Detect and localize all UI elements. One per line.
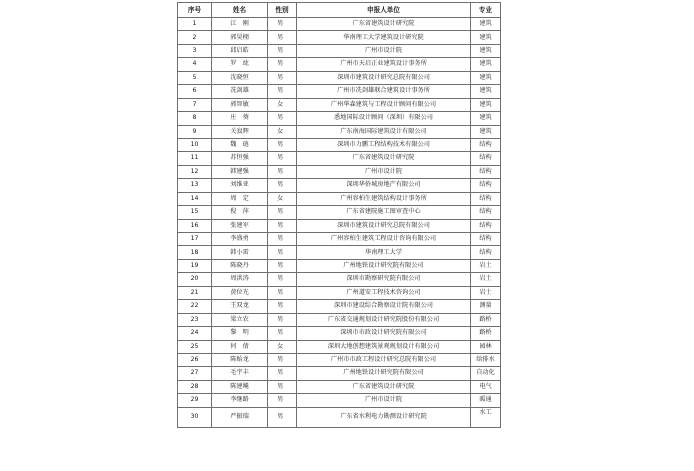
applicant-sex: 男 [268,286,297,299]
applicant-major: 路桥 [471,327,501,340]
applicant-sex: 女 [268,340,297,353]
row-number: 11 [178,152,212,165]
applicant-unit: 广东省交通规划设计研究院股份有限公司 [297,313,471,326]
table-row [178,58,501,71]
applicant-unit: 广东省水利电力勘测设计研究院 [297,407,471,427]
row-number: 20 [178,273,212,286]
applicant-unit: 深圳市力鹏工程结构技术有限公司 [297,138,471,151]
applicant-name: 黎 明 [212,327,268,340]
applicant-name: 张建军 [212,219,268,232]
applicant-unit: 广州地铁设计研究院有限公司 [297,367,471,380]
row-number: 25 [178,340,212,353]
header-unit: 申报人单位 [297,3,471,18]
roster-sheet [177,2,500,465]
applicant-unit: 深圳华侨城房地产有限公司 [297,179,471,192]
applicant-major: 建筑 [471,44,501,57]
applicant-unit: 深圳市市政设计研究院有限公司 [297,327,471,340]
applicant-major: 岩土 [471,273,501,286]
applicant-sex: 男 [268,313,297,326]
applicant-unit: 华南理工大学 [297,246,471,259]
row-number: 24 [178,327,212,340]
row-number: 16 [178,219,212,232]
table-row [178,44,501,57]
applicant-name: 李盛勇 [212,233,268,246]
applicant-unit: 广东南海国际建筑设计有限公司 [297,125,471,138]
row-number: 7 [178,98,212,111]
applicant-major: 建筑 [471,85,501,98]
row-number: 21 [178,286,212,299]
row-number: 26 [178,353,212,366]
row-number: 29 [178,394,212,407]
row-number: 15 [178,206,212,219]
applicant-sex: 男 [268,206,297,219]
applicant-unit: 广东省建筑设计研究院 [297,380,471,393]
applicant-major: 园林 [471,340,501,353]
header-major: 专业 [471,3,501,18]
applicant-major: 建筑 [471,31,501,44]
row-number: 12 [178,165,212,178]
applicant-name: 冼剑雄 [212,85,268,98]
applicant-sex: 女 [268,125,297,138]
applicant-sex: 男 [268,85,297,98]
applicant-name: 关寂辉 [212,125,268,138]
row-number: 18 [178,246,212,259]
table-row [178,18,501,31]
table-row [178,192,501,205]
applicant-major: 结构 [471,152,501,165]
applicant-name: 魏 琏 [212,138,268,151]
applicant-major: 结构 [471,138,501,151]
table-row [178,152,501,165]
applicant-sex: 男 [268,233,297,246]
applicant-name: 江 刚 [212,18,268,31]
applicant-major: 路桥 [471,313,501,326]
applicant-major: 岩土 [471,286,501,299]
table-row [178,85,501,98]
table-row [178,206,501,219]
applicant-unit: 广州地铁设计研究院有限公司 [297,259,471,272]
applicant-unit: 广东省建筑设计研究院 [297,152,471,165]
applicant-major: 结构 [471,246,501,259]
applicant-unit: 深圳市建筑设计研究总院有限公司 [297,219,471,232]
table-row [178,394,501,407]
applicant-major: 结构 [471,219,501,232]
table-row [178,233,501,246]
applicant-name: 刘维亚 [212,179,268,192]
table-row [178,246,501,259]
applicant-name: 庄 葵 [212,112,268,125]
table-row [178,300,501,313]
header-sex: 性别 [268,3,297,18]
applicant-name: 罗 竑 [212,58,268,71]
applicant-sex: 男 [268,259,297,272]
row-number: 23 [178,313,212,326]
applicant-sex: 男 [268,273,297,286]
header-no: 序号 [178,3,212,18]
applicant-major: 建筑 [471,125,501,138]
applicant-unit: 广东省建筑设计研究院 [297,18,471,31]
applicant-unit: 华南理工大学建筑设计研究院 [297,31,471,44]
applicant-name: 韩建强 [212,165,268,178]
applicant-major: 结构 [471,179,501,192]
table-row [178,31,501,44]
applicant-name: 韩小雷 [212,246,268,259]
applicant-name: 周 定 [212,192,268,205]
applicant-unit: 深圳市勘察研究院有限公司 [297,273,471,286]
table-header-row [178,3,501,18]
row-number: 22 [178,300,212,313]
applicant-unit: 广州容柏生建筑结构设计事务所 [297,192,471,205]
applicant-sex: 男 [268,138,297,151]
applicant-name: 郭昊栩 [212,31,268,44]
applicant-major: 结构 [471,192,501,205]
applicant-sex: 男 [268,152,297,165]
applicant-unit: 广州市设计院 [297,44,471,57]
applicant-major: 建筑 [471,58,501,71]
applicant-unit: 深圳市建设综合勘察设计院有限公司 [297,300,471,313]
applicant-name: 周洪涛 [212,273,268,286]
row-number: 5 [178,71,212,84]
applicant-sex: 男 [268,353,297,366]
applicant-unit: 悉地国际设计顾问（深圳）有限公司 [297,112,471,125]
applicant-major: 测量 [471,300,501,313]
table-body [178,18,501,428]
row-number: 30 [178,407,212,427]
applicant-name: 梁立农 [212,313,268,326]
applicant-sex: 男 [268,394,297,407]
applicant-sex: 男 [268,112,297,125]
table-row [178,273,501,286]
row-number: 17 [178,233,212,246]
applicant-sex: 男 [268,31,297,44]
applicant-sex: 男 [268,367,297,380]
applicant-unit: 广州市市政工程设计研究总院有限公司 [297,353,471,366]
applicant-sex: 男 [268,165,297,178]
applicant-name: 倪 萍 [212,206,268,219]
applicant-name: 邱启皓 [212,44,268,57]
table-row [178,286,501,299]
row-number: 3 [178,44,212,57]
table-row [178,125,501,138]
header-name: 姓名 [212,3,268,18]
applicant-major: 建筑 [471,98,501,111]
applicant-sex: 女 [268,98,297,111]
applicant-major: 建筑 [471,18,501,31]
applicant-unit: 广州市冼剑雄联合建筑设计事务所 [297,85,471,98]
applicant-name: 毛宇丰 [212,367,268,380]
table-row [178,259,501,272]
applicant-name: 郭智敏 [212,98,268,111]
applicant-major: 给排水 [471,353,501,366]
row-number: 28 [178,380,212,393]
applicant-name: 苏恒强 [212,152,268,165]
table-row [178,340,501,353]
applicant-name: 王双龙 [212,300,268,313]
applicant-sex: 男 [268,18,297,31]
applicant-major: 水工 [471,407,501,427]
row-number: 10 [178,138,212,151]
table-row [178,179,501,192]
applicant-sex: 男 [268,44,297,57]
applicant-sex: 女 [268,192,297,205]
table-row [178,98,501,111]
applicant-major: 结构 [471,206,501,219]
applicant-major: 暖通 [471,394,501,407]
applicant-major: 自动化 [471,367,501,380]
table-row [178,165,501,178]
applicant-major: 电气 [471,380,501,393]
row-number: 4 [178,58,212,71]
applicant-unit: 广州容柏生建筑工程设计咨询有限公司 [297,233,471,246]
applicant-major: 建筑 [471,71,501,84]
applicant-unit: 广州华森建筑与工程设计顾问有限公司 [297,98,471,111]
applicant-major: 建筑 [471,112,501,125]
row-number: 13 [178,179,212,192]
applicant-sex: 男 [268,219,297,232]
table-row [178,313,501,326]
row-number: 9 [178,125,212,138]
applicant-sex: 男 [268,327,297,340]
row-number: 8 [178,112,212,125]
applicant-unit: 深圳市建筑设计研究总院有限公司 [297,71,471,84]
table-row [178,380,501,393]
table-row [178,138,501,151]
applicant-unit: 广东省建院施工图审查中心 [297,206,471,219]
applicant-name: 黄位光 [212,286,268,299]
applicant-major: 岩土 [471,259,501,272]
applicant-unit: 广州市天启正业建筑设计事务所 [297,58,471,71]
applicant-sex: 男 [268,179,297,192]
row-number: 6 [178,85,212,98]
applicant-table [177,2,501,428]
applicant-unit: 广州市设计院 [297,394,471,407]
applicant-sex: 男 [268,300,297,313]
table-row [178,219,501,232]
table-row [178,71,501,84]
applicant-name: 何 倩 [212,340,268,353]
applicant-name: 陈晓丹 [212,259,268,272]
table-row [178,112,501,125]
applicant-sex: 男 [268,407,297,427]
table-row [178,353,501,366]
applicant-unit: 深圳大地创想建筑景观规划设计有限公司 [297,340,471,353]
applicant-unit: 广州道安工程技术咨询公司 [297,286,471,299]
applicant-unit: 广州市设计院 [297,165,471,178]
applicant-sex: 男 [268,246,297,259]
applicant-name: 李继路 [212,394,268,407]
row-number: 19 [178,259,212,272]
applicant-sex: 男 [268,58,297,71]
applicant-name: 陈建飚 [212,380,268,393]
applicant-name: 沈晓恒 [212,71,268,84]
applicant-sex: 男 [268,380,297,393]
applicant-major: 结构 [471,233,501,246]
row-number: 14 [178,192,212,205]
row-number: 27 [178,367,212,380]
table-row [178,407,501,427]
applicant-sex: 男 [268,71,297,84]
table-row [178,327,501,340]
table-row [178,367,501,380]
row-number: 1 [178,18,212,31]
applicant-name: 严振瑞 [212,407,268,427]
row-number: 2 [178,31,212,44]
applicant-major: 结构 [471,165,501,178]
applicant-name: 陈贻龙 [212,353,268,366]
